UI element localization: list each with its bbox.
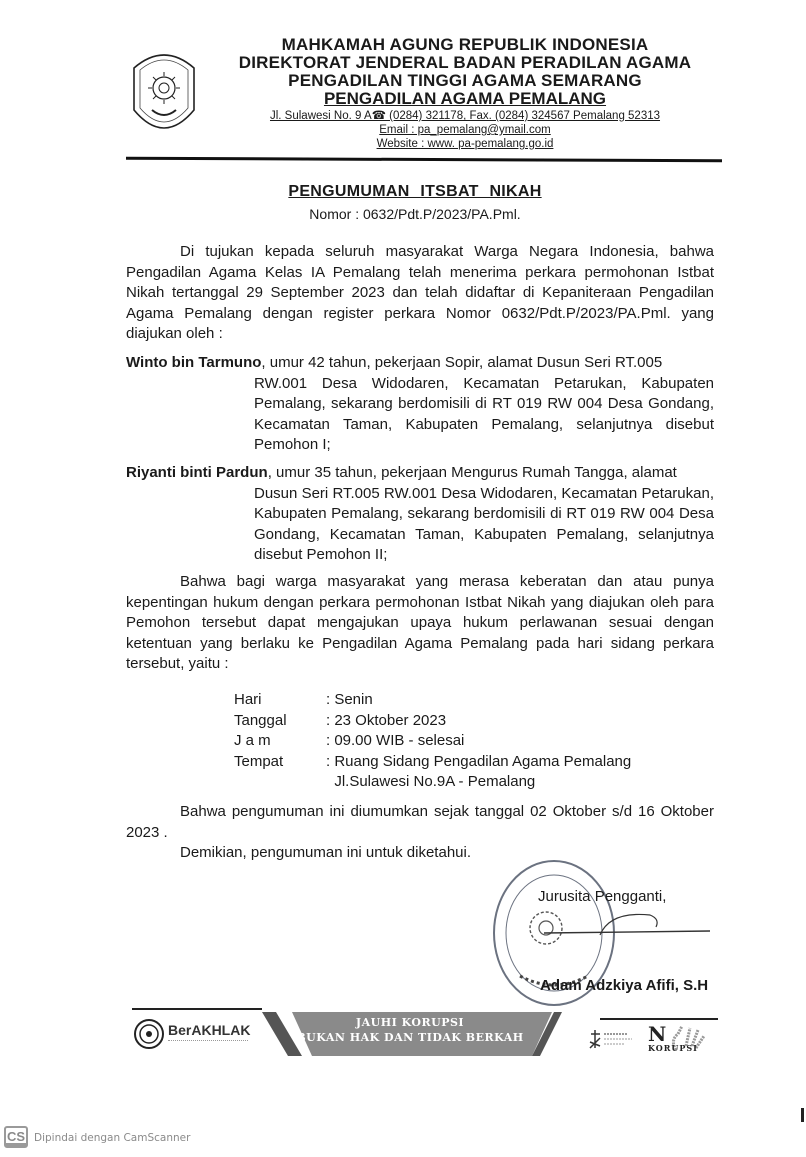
schedule-row-place-address: Jl.Sulawesi No.9A - Pemalang <box>326 773 536 790</box>
applicant-1-first-line: , umur 42 tahun, pekerjaan Sopir, alamat Dusun Seri RT.005 <box>261 354 663 371</box>
schedule-row-date: Tanggal : 23 Oktober 2023 <box>234 711 447 729</box>
letterhead-website: Website : www. pa-pemalang.go.id <box>376 138 554 150</box>
applicant-2-name: Riyanti binti Pardun <box>126 464 268 481</box>
applicant-2 <box>126 463 714 566</box>
letterhead <box>200 36 730 151</box>
letterhead-divider <box>126 157 722 163</box>
no-corruption-logo-text: KORUPSI <box>648 1043 698 1053</box>
applicant-2-details: Dusun Seri RT.005 RW.001 Desa Widodaren, Kecamatan Petarukan, Kabupaten Pemalang, sekarang berdomisili di RT 019 RW 004 Desa Gondang, Kecamatan Taman, Kabupaten Pemalang, selanjutnya disebut Pemohon II; <box>254 484 714 563</box>
schedule-row-place: Tempat : Ruang Sidang Pengadilan Agama Pemalang <box>234 752 632 770</box>
footer-rule-left <box>132 1008 262 1010</box>
camscanner-badge: CS <box>4 1126 28 1148</box>
letterhead-line-3: PENGADILAN TINGGI AGAMA SEMARANG <box>288 71 642 90</box>
camscanner-watermark: Dipindai dengan CamScanner <box>34 1132 191 1144</box>
court-logo-icon <box>134 1018 164 1050</box>
applicant-1 <box>126 353 714 456</box>
letterhead-email: Email : pa_pemalang@ymail.com <box>379 124 551 136</box>
banner-line-1: JAUHI KORUPSI <box>355 1016 465 1029</box>
institution-logo-icon <box>588 1028 636 1050</box>
no-corruption-logo-n: N <box>648 1022 667 1046</box>
closing-statement: Demikian, pengumuman ini untuk diketahui. <box>180 844 471 861</box>
schedule-row-day: Hari : Senin <box>234 691 373 708</box>
objection-paragraph: Bahwa bagi warga masyarakat yang merasa keberatan dan atau punya kepentingan hukum dengan perkara permohonan Istbat Nikah yang diajukan oleh para Pemohon tersebut dapat mengajukan upaya hukum perlawanan sesuai dengan ketentuan yang berlaku ke Pengadilan Agama Pemalang pada hari sidang perkara tersebut, yaitu : <box>126 573 714 672</box>
scan-edge-mark <box>801 1108 804 1122</box>
signatory-title: Jurusita Pengganti, <box>538 888 667 905</box>
announcement-period: Bahwa pengumuman ini diumumkan sejak tanggal 02 Oktober s/d 16 Oktober 2023 . <box>126 803 714 841</box>
applicant-1-name: Winto bin Tarmuno <box>126 354 262 371</box>
signatory-name: Adam Adzkiya Afifi, S.H <box>540 977 709 994</box>
letterhead-address: Jl. Sulawesi No. 9 A☎ (0284) 321178, Fax. (0284) 324567 Pemalang 52313 <box>269 110 661 122</box>
applicant-2-first-line: , umur 35 tahun, pekerjaan Mengurus Rumah Tangga, alamat <box>267 464 677 481</box>
document-number: Nomor : 0632/Pdt.P/2023/PA.Pml. <box>309 206 521 222</box>
court-emblem-icon <box>128 48 200 140</box>
intro-paragraph: Di tujukan kepada seluruh masyarakat Warga Negara Indonesia, bahwa Pengadilan Agama Kelas IA Pemalang telah menerima perkara permohonan Istbat Nikah tertanggal 29 September 2023 dan telah didaftar di Kepaniteraan Pengadilan Agama Pemalang dengan register perkara Nomor 0632/Pdt.P/2023/PA.Pml. yang diajukan oleh : <box>126 243 714 342</box>
hearing-schedule <box>234 690 631 793</box>
footer-rule-right <box>600 1018 718 1020</box>
schedule-row-time: J a m : 09.00 WIB - selesai <box>234 732 465 749</box>
banner-line-2: BUKAN HAK DAN TIDAK BERKAH <box>296 1031 524 1044</box>
letterhead-line-2: DIREKTORAT JENDERAL BADAN PERADILAN AGAMA <box>238 53 692 72</box>
berakhlak-logo: BerAKHLAK <box>168 1022 251 1038</box>
berakhlak-tagline <box>168 1040 248 1045</box>
applicant-1-details: RW.001 Desa Widodaren, Kecamatan Petarukan, Kabupaten Pemalang, sekarang berdomisili di RT 019 RW 004 Desa Gondang, Kecamatan Taman, Kabupaten Pemalang, selanjutnya disebut Pemohon I; <box>254 374 714 453</box>
letterhead-line-1: MAHKAMAH AGUNG REPUBLIK INDONESIA <box>281 35 649 54</box>
signature-scribble-icon <box>540 905 720 945</box>
letterhead-court-name: PENGADILAN AGAMA PEMALANG <box>323 89 607 108</box>
document-title: PENGUMUMAN ITSBAT NIKAH <box>288 183 542 200</box>
